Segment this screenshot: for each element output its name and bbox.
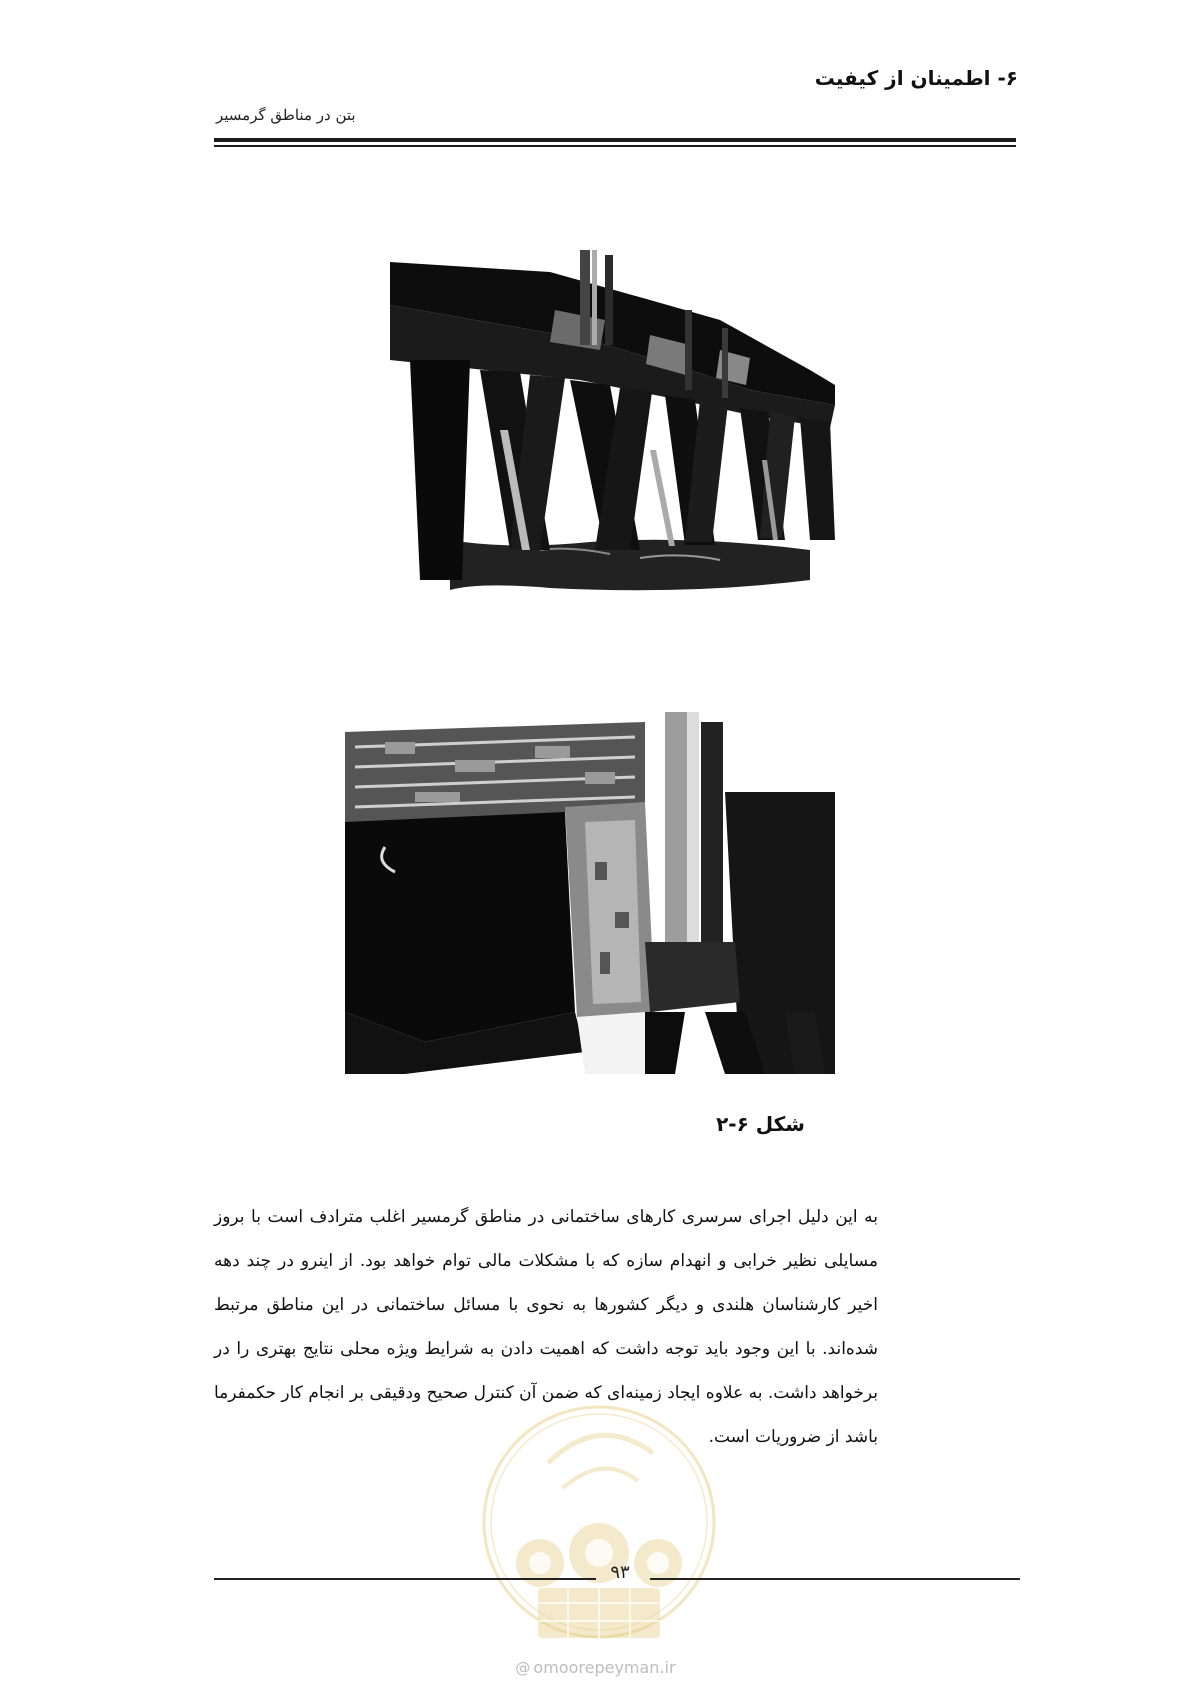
book-title: بتن در مناطق گرمسیر: [216, 106, 356, 124]
watermark-url-text: omoorepeyman.ir: [533, 1658, 676, 1677]
watermark-logo: [478, 1393, 720, 1651]
photo-pier-deck-closeup: [345, 712, 835, 1074]
photo-pier-piles: [390, 250, 870, 610]
header-rule: [214, 138, 1016, 142]
page-number: ۹۳: [610, 1562, 630, 1583]
figure-caption: [0, 1112, 1191, 1136]
watermark-url: [0, 1658, 1191, 1677]
at-icon: @: [515, 1659, 531, 1677]
footer-rule-right: [650, 1578, 1020, 1580]
footer-rule-left: [214, 1578, 596, 1580]
body-paragraph: به این دلیل اجرای سرسری کارهای ساختمانی در مناطق گرمسیر اغلب مترادف است با بروز مسایلی نظیر خرابی و انهدام سازه که با مشکلات مالی توام خواهد بود. از اینرو در چند دهه اخیر کارشناسان هلندی و دیگر کشورها به نحوی با مسائل ساختمانی در این مناطق مرتبط شده‌اند. با این وجود باید توجه داشت که اهمیت دادن به شرایط ویژه محلی نتایج بهتری را در برخواهد داشت. به علاوه ایجاد زمینه‌ای که ضمن آن کنترل صحیح ودقیقی بر انجام کار حکمفرما باشد از ضروریات است.: [214, 1207, 878, 1447]
chapter-title: ۶- اطمینان از کیفیت: [814, 66, 1018, 90]
figure-caption-text: شکل ۶-۲: [716, 1112, 805, 1136]
header-rule-thin: [214, 145, 1016, 147]
